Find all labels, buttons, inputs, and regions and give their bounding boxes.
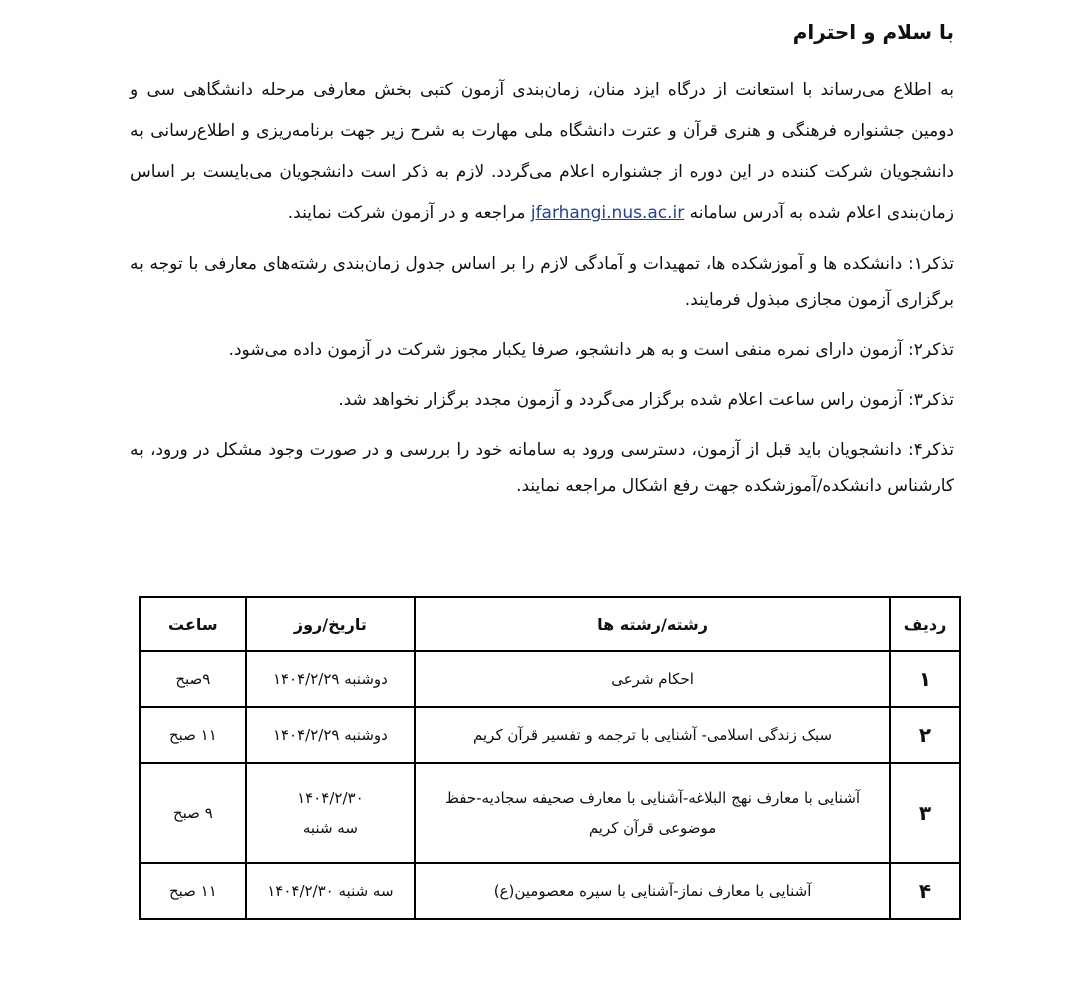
row-number: ۱ (890, 651, 960, 707)
notes-list (130, 246, 954, 504)
greeting-heading: با سلام و احترام (792, 20, 954, 44)
row-subjects: احکام شرعی (415, 651, 890, 707)
intro-paragraph (130, 70, 954, 234)
row-date: دوشنبه ۱۴۰۴/۲/۲۹ (246, 707, 415, 763)
row-day-value: سه شنبه (302, 819, 358, 837)
announcement-document (130, 20, 954, 518)
table-row (140, 707, 960, 763)
row-time: ۱۱ صبح (140, 707, 246, 763)
row-time: ۱۱ صبح (140, 863, 246, 919)
table-row (140, 763, 960, 863)
row-date: سه شنبه ۱۴۰۴/۲/۳۰ (246, 863, 415, 919)
row-subjects: آشنایی با معارف نهج البلاغه-آشنایی با معارف صحیفه سجادیه-حفظ موضوعی قرآن کریم (415, 763, 890, 863)
row-number: ۳ (890, 763, 960, 863)
row-subjects: سبک زندگی اسلامی- آشنایی با ترجمه و تفسیر قرآن کریم (415, 707, 890, 763)
header-time: ساعت (140, 597, 246, 651)
row-number: ۴ (890, 863, 960, 919)
note-4: تذکر۴: دانشجویان باید قبل از آزمون، دسترسی ورود به سامانه خود را بررسی و در صورت وجود مشکل در ورود، به کارشناس دانشکده/آموزشکده جهت رفع اشکال مراجعه نمایند. (130, 440, 954, 496)
intro-text: به اطلاع می‌رساند با استعانت از درگاه ایزد منان، زمان‌بندی آزمون کتبی بخش معارفی مرحله دانشگاهی سی و دومین جشنواره فرهنگی و هنری قرآن و عترت دانشگاه ملی مهارت به شرح زیر جهت برنامه‌ریزی و اطلاع‌رسانی به دانشجویان شرکت کننده در این دوره از جشنواره اعلام می‌گردد. لازم به ذکر است دانشجویان می‌بایست بر اساس زمان‌بندی اعلام شده به آدرس سامانه (130, 80, 954, 223)
table-header-row (140, 597, 960, 651)
intro-text-end: مراجعه و در آزمون شرکت نمایند. (287, 203, 526, 223)
row-subjects: آشنایی با معارف نماز-آشنایی با سیره معصومین(ع) (415, 863, 890, 919)
row-time: ۹صبح (140, 651, 246, 707)
row-number: ۲ (890, 707, 960, 763)
note-3: تذکر۳: آزمون راس ساعت اعلام شده برگزار می‌گردد و آزمون مجدد برگزار نخواهد شد. (338, 390, 954, 410)
note-2: تذکر۲: آزمون دارای نمره منفی است و به هر دانشجو، صرفا یکبار مجوز شرکت در آزمون داده می‌شود. (228, 340, 954, 360)
row-date: دوشنبه ۱۴۰۴/۲/۲۹ (246, 651, 415, 707)
jfarhangi-link[interactable]: jfarhangi.nus.ac.ir (530, 203, 685, 223)
header-row-number: ردیف (890, 597, 960, 651)
row-time: ۹ صبح (140, 763, 246, 863)
note-1: تذکر۱: دانشکده ها و آموزشکده ها، تمهیدات و آمادگی لازم را بر اساس جدول زمان‌بندی رشته‌های معارفی با توجه به برگزاری آزمون مجازی مبذول فرمایند. (130, 254, 954, 310)
exam-schedule-table (139, 596, 961, 920)
row-date (246, 763, 415, 863)
row-date-value: ۱۴۰۴/۲/۳۰ (297, 789, 364, 807)
header-subjects: رشته/رشته ها (415, 597, 890, 651)
table-row (140, 863, 960, 919)
header-date: تاریخ/روز (246, 597, 415, 651)
table-row (140, 651, 960, 707)
